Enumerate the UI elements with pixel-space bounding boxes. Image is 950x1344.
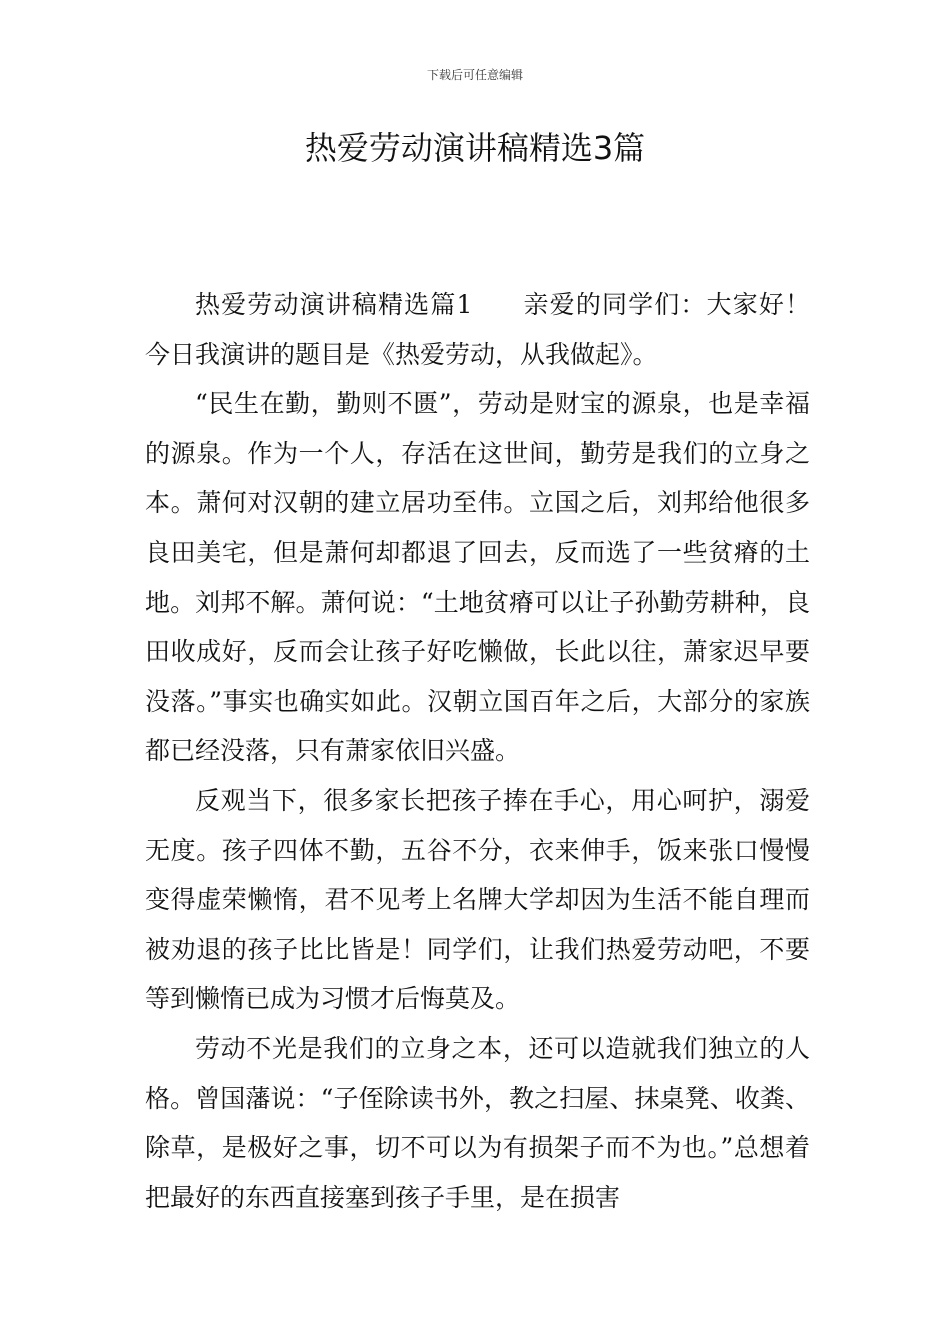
paragraph-2: “民生在勤，勤则不匮”，劳动是财宝的源泉，也是幸福的源泉。作为一个人，存活在这世间，勤劳是我们的立身之本。萧何对汉朝的建立居功至伟。立国之后，刘邦给他很多良田美宅，但是萧何却都退了回去，反而选了一些贫瘠的土地。刘邦不解。萧何说：“土地贫瘠可以让子孙勤劳耕种，良田收成好，反而会让孩子好吃懒做，长此以往，萧家迟早要没落。”事实也确实如此。汉朝立国百年之后，大部分的家族都已经没落，只有萧家依旧兴盛。 — [145, 389, 810, 766]
paragraph-text: 亲爱的同学们：大家好！今日我演讲的题目是《热爱劳动，从我做起》。 — [145, 290, 810, 369]
header-note: 下载后可任意编辑 — [426, 68, 523, 82]
paragraph-4: 劳动不光是我们的立身之本，还可以造就我们独立的人格。曾国藩说：“子侄除读书外，教之扫屋、抹桌凳、收粪、除草，是极好之事，切不可以为有损架子而不为也。”总想着把最好的东西直接塞到孩子手里，是在损害 — [145, 1033, 810, 1212]
paragraph-3: 反观当下，很多家长把孩子捧在手心，用心呵护，溺爱无度。孩子四体不勤，五谷不分，衣来伸手，饭来张口慢慢变得虚荣懒惰，君不见考上名牌大学却因为生活不能自理而被劝退的孩子比比皆是！同学们，让我们热爱劳动吧，不要等到懒惰已成为习惯才后悔莫及。 — [145, 785, 810, 1014]
section-heading: 热爱劳动演讲稿精选篇1 — [195, 290, 473, 319]
document-title: 热爱劳动演讲稿精选3篇 — [304, 129, 646, 167]
paragraph-1 — [145, 280, 810, 379]
document-body — [145, 280, 810, 1222]
